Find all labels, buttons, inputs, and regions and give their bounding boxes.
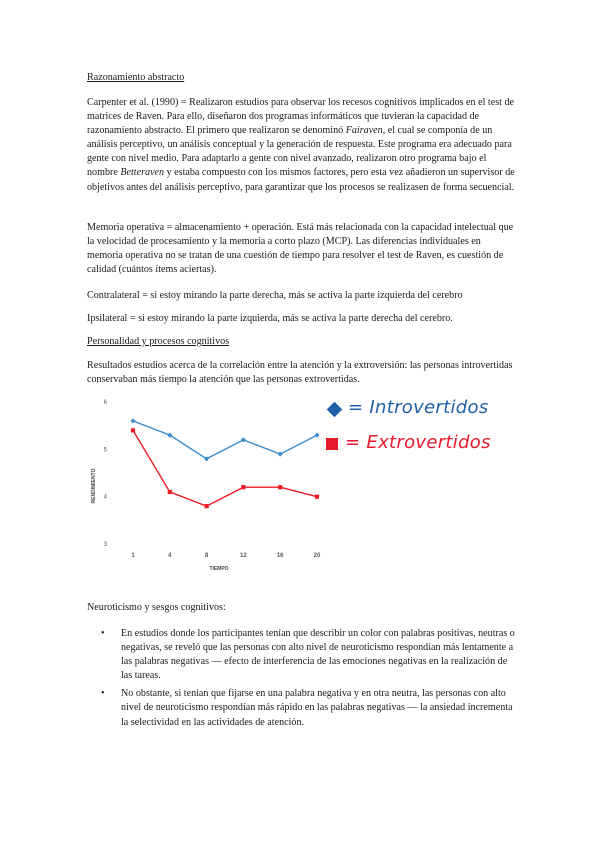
- section-title-personalidad: Personalidad y procesos cognitivos: [87, 336, 230, 347]
- list-item: • En estudios donde los participantes tenían que describir un color con palabras positivas, neutras o negativas, se reveló que las personas con alto nivel de neuroticismo respondían más lentamente a las palabras negativas — efecto de interferencia de las emociones negativas en la realización de las tareas.: [87, 627, 517, 683]
- x-tick-label: 1: [131, 553, 135, 559]
- data-point-square: [205, 504, 209, 508]
- list-item: • No obstante, si tenían que fijarse en una palabra negativa y en otra neutra, las personas con alto nivel de neuroticismo respondían más rápido en las palabras negativas — la ansiedad incrementa la selectividad en las actividades de atención.: [87, 687, 517, 729]
- data-point-square: [278, 485, 282, 489]
- line-chart: [87, 390, 339, 580]
- paragraph-text: y estaba compuesto con los mismos factores, pero esta vez añadieron un supervisor de objetivos antes del análisis perceptivo, para garantizar que los procesos se realizasen de forma secuencial.: [87, 167, 515, 193]
- paragraph-ipsilateral: Ipsilateral = si estoy mirando la parte izquierda, más se activa la parte derecha del cerebro.: [87, 313, 453, 324]
- program-name-betteraven: Betteraven: [120, 167, 165, 179]
- y-tick-label: 5: [103, 447, 107, 454]
- y-tick-label: 4: [103, 494, 107, 501]
- y-axis-label: RENDIMIENTO: [91, 468, 97, 504]
- data-point-diamond: [130, 418, 135, 423]
- series-line: [133, 430, 317, 506]
- data-point-diamond: [278, 451, 283, 456]
- y-tick-label: 3: [103, 542, 107, 548]
- y-tick-label: 6: [103, 400, 107, 406]
- bullet-list: [87, 627, 517, 734]
- x-tick-label: 12: [240, 553, 247, 559]
- section-title-razonamiento: Razonamiento abstracto: [87, 72, 185, 83]
- data-point-square: [241, 485, 245, 489]
- paragraph-resultados: Resultados estudios acerca de la correlación entre la atención y la extroversión: las personas introvertidas conservaban más tiempo la atención que las personas extrovertidas.: [87, 360, 513, 386]
- paragraph-carpenter: [87, 96, 517, 195]
- paragraph-memoria-operativa: Memoria operativa = almacenamiento + operación. Está más relacionada con la capacidad intelectual que la velocidad de procesamiento y la memoria a corto plazo (MCP). Las diferencias individuales en memoria operativa no se tratan de una cuestión de tiempo para resolver el test de Raven, es cuestión de calidad (cuántos ítems aciertas).: [87, 222, 514, 276]
- x-tick-label: 8: [204, 553, 209, 559]
- section-title-neuroticismo: Neuroticismo y sesgos cognitivos:: [87, 602, 226, 613]
- paragraph-text: , el cual se componía de un análisis perceptivo, un análisis conceptual y la generación de respuesta. Este programa era adecuado para gente con nivel medio. Para adaptarlo a gente con nivel avanzado, realizaron otro programa bajo el nombre: [87, 125, 512, 179]
- x-tick-label: 16: [276, 553, 284, 559]
- data-point-diamond: [314, 433, 319, 438]
- data-point-diamond: [241, 437, 246, 442]
- program-name-fairaven: Fairaven: [345, 125, 383, 137]
- paragraph-text: Carpenter et al. (1990) = Realizaron estudios para observar los recesos cognitivos implicados en el test de matrices de Raven. Para ello, diseñaron dos programas informáticos que tuvieran la capacidad de razonamiento abstracto. El primero que realizaron se denominó: [87, 97, 514, 137]
- x-tick-label: 20: [313, 553, 321, 559]
- x-tick-label: 4: [168, 553, 172, 559]
- data-point-square: [315, 495, 319, 499]
- x-axis-label: TIEMPO: [209, 566, 229, 572]
- data-point-square: [131, 428, 135, 432]
- legend-introvertidos: = Introvertidos: [348, 397, 489, 418]
- data-point-square: [168, 490, 172, 494]
- series-line: [133, 421, 317, 459]
- extrovertidos-legend-marker: [326, 438, 338, 450]
- paragraph-contralateral: Contralateral = si estoy mirando la parte derecha, más se activa la parte izquierda del cerebro: [87, 290, 463, 301]
- legend-extrovertidos: = Extrovertidos: [345, 432, 491, 453]
